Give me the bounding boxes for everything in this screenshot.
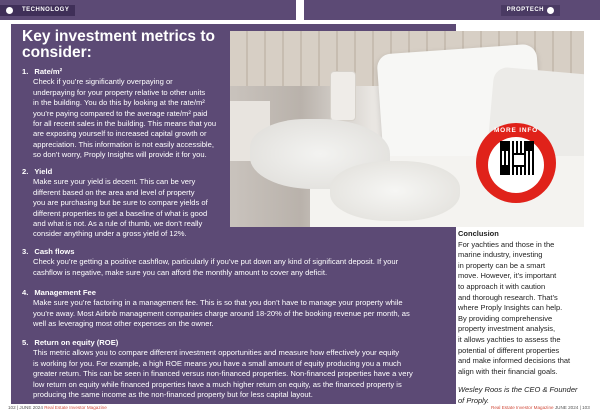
metric-item-1 bbox=[22, 67, 216, 161]
item-line: Make sure you’re factoring in a management fee. This is so that you don’t have to manage your property while bbox=[33, 298, 403, 308]
section-tag-technology bbox=[0, 5, 75, 16]
page-number-left: 102 bbox=[8, 405, 16, 410]
item-number: 4. bbox=[22, 288, 29, 297]
author-bio bbox=[458, 385, 596, 406]
metric-item-3 bbox=[22, 247, 398, 278]
conclusion-line: align with their financial goals. bbox=[458, 366, 558, 376]
conclusion-line: in property can be a smart bbox=[458, 260, 546, 270]
issue-date-right: JUNE 2024 bbox=[554, 405, 579, 410]
conclusion-line: move. However, it’s important bbox=[458, 271, 557, 281]
metric-item-4 bbox=[22, 288, 410, 330]
item-line: producing the same income as the non-financed property but for less capital layout. bbox=[33, 390, 313, 400]
item-line: This metric allows you to compare different investment opportunities and measure how effectively your equity bbox=[33, 348, 400, 358]
item-number: 1. bbox=[22, 67, 29, 76]
section-tag-proptech bbox=[501, 5, 560, 16]
conclusion-line: and make informed decisions that bbox=[458, 356, 571, 366]
item-line: well as leveraging most other expenses on the owner. bbox=[33, 319, 214, 329]
circle-icon bbox=[6, 7, 13, 14]
item-heading: Cash flows bbox=[34, 247, 75, 256]
item-line: and what is not. As a rule of thumb, we don’t really bbox=[33, 219, 203, 229]
conclusion-line: and thorough research. That’s bbox=[458, 292, 558, 302]
conclusion-column bbox=[458, 229, 596, 407]
conclusion-line: it allows yachties to assess the bbox=[458, 334, 561, 344]
item-line: low return on equity while financed properties have a much higher return on equity, as the financed property is bbox=[33, 379, 402, 389]
conclusion-line: By providing comprehensive bbox=[458, 313, 553, 323]
header-right-bar bbox=[304, 0, 600, 20]
conclusion-line: where Proply Insights can help. bbox=[458, 303, 563, 313]
author-line: Wesley Roos is the CEO & Founder bbox=[458, 385, 578, 395]
conclusion-line: marine industry, investing bbox=[458, 250, 543, 260]
item-heading: Rate/m² bbox=[34, 67, 63, 76]
item-line: for all recent sales in the building. This means that you bbox=[33, 119, 217, 129]
item-heading: Management Fee bbox=[34, 288, 96, 297]
item-line: Check if you’re significantly overpaying or bbox=[33, 77, 173, 87]
circle-icon bbox=[547, 7, 554, 14]
header-left-bar bbox=[0, 0, 296, 20]
conclusion-heading: Conclusion bbox=[458, 229, 499, 238]
item-line: appreciation. This information is not easily accessible, bbox=[33, 139, 214, 149]
item-line: are exposing yourself to increased capital growth or bbox=[33, 129, 207, 139]
item-line: underpaying for your property relative to other units bbox=[33, 87, 206, 97]
metric-item-5 bbox=[22, 338, 413, 400]
item-number: 3. bbox=[22, 247, 29, 256]
item-heading: Return on equity (ROE) bbox=[34, 338, 119, 347]
item-number: 5. bbox=[22, 338, 29, 347]
item-line: greater return. This can be seen in financed versus non-financed properties. Non-financed properties have a very bbox=[33, 369, 413, 379]
article-title: Key investment metrics to consider: bbox=[22, 28, 215, 61]
conclusion-line: to approach it with caution bbox=[458, 281, 546, 291]
magazine-name-right: Real Estate Investor Magazine bbox=[491, 405, 554, 410]
magazine-name-left: Real Estate Investor Magazine bbox=[44, 405, 107, 410]
author-line: of Proply. bbox=[458, 395, 490, 405]
page-number-right: 103 bbox=[582, 405, 590, 410]
item-line: you are purchasing but be sure to compare yields of bbox=[33, 198, 208, 208]
item-line: Make sure your yield is decent. This can be very bbox=[33, 177, 196, 187]
section-label-right: PROPTECH bbox=[506, 7, 544, 13]
section-label-left: TECHNOLOGY bbox=[22, 7, 70, 13]
item-line: consider anything under a gross yield of 12%. bbox=[33, 229, 187, 239]
item-line: different properties to get a baseline of what is good bbox=[33, 208, 208, 218]
conclusion-line: For yachties and those in the bbox=[458, 239, 555, 249]
metric-item-2 bbox=[22, 167, 208, 240]
item-number: 2. bbox=[22, 167, 29, 176]
item-line: you’re away. Most Airbnb management companies charge around 18-20% of the booking revenue per month, as bbox=[33, 308, 410, 318]
item-line: in the building. You do this by looking at the rate/m² bbox=[33, 98, 205, 108]
item-line: is working for you. For example, a high ROE means you have a small amount of equity producing you a much bbox=[33, 358, 402, 368]
item-heading: Yield bbox=[34, 167, 53, 176]
conclusion-line: potential of different properties bbox=[458, 345, 560, 355]
item-line: cashflow is negative, make sure you can afford the monthly amount to cover any deficit. bbox=[33, 267, 328, 277]
footer-right: Real Estate Investor Magazine JUNE 2024 | 103 bbox=[491, 405, 590, 410]
item-line: so don’t worry, Proply Insights will provide it for you. bbox=[33, 150, 207, 160]
item-line: Check you’re getting a positive cashflow, particularly if you’ve put down any kind of significant deposit. If your bbox=[33, 257, 399, 267]
badge-label: MORE INFO bbox=[493, 127, 539, 134]
conclusion-line: property investment analysis, bbox=[458, 324, 556, 334]
issue-date-left: JUNE 2024 bbox=[19, 405, 43, 410]
item-line: you’re paying compared to the average rate/m² paid bbox=[33, 108, 208, 118]
footer-left: 102 | JUNE 2024 Real Estate Investor Magazine bbox=[8, 405, 107, 410]
qr-code-icon[interactable] bbox=[500, 141, 534, 175]
item-line: different based on the area and level of property bbox=[33, 187, 195, 197]
lamp-decoration bbox=[330, 71, 356, 121]
folded-bathrobe bbox=[330, 161, 460, 221]
